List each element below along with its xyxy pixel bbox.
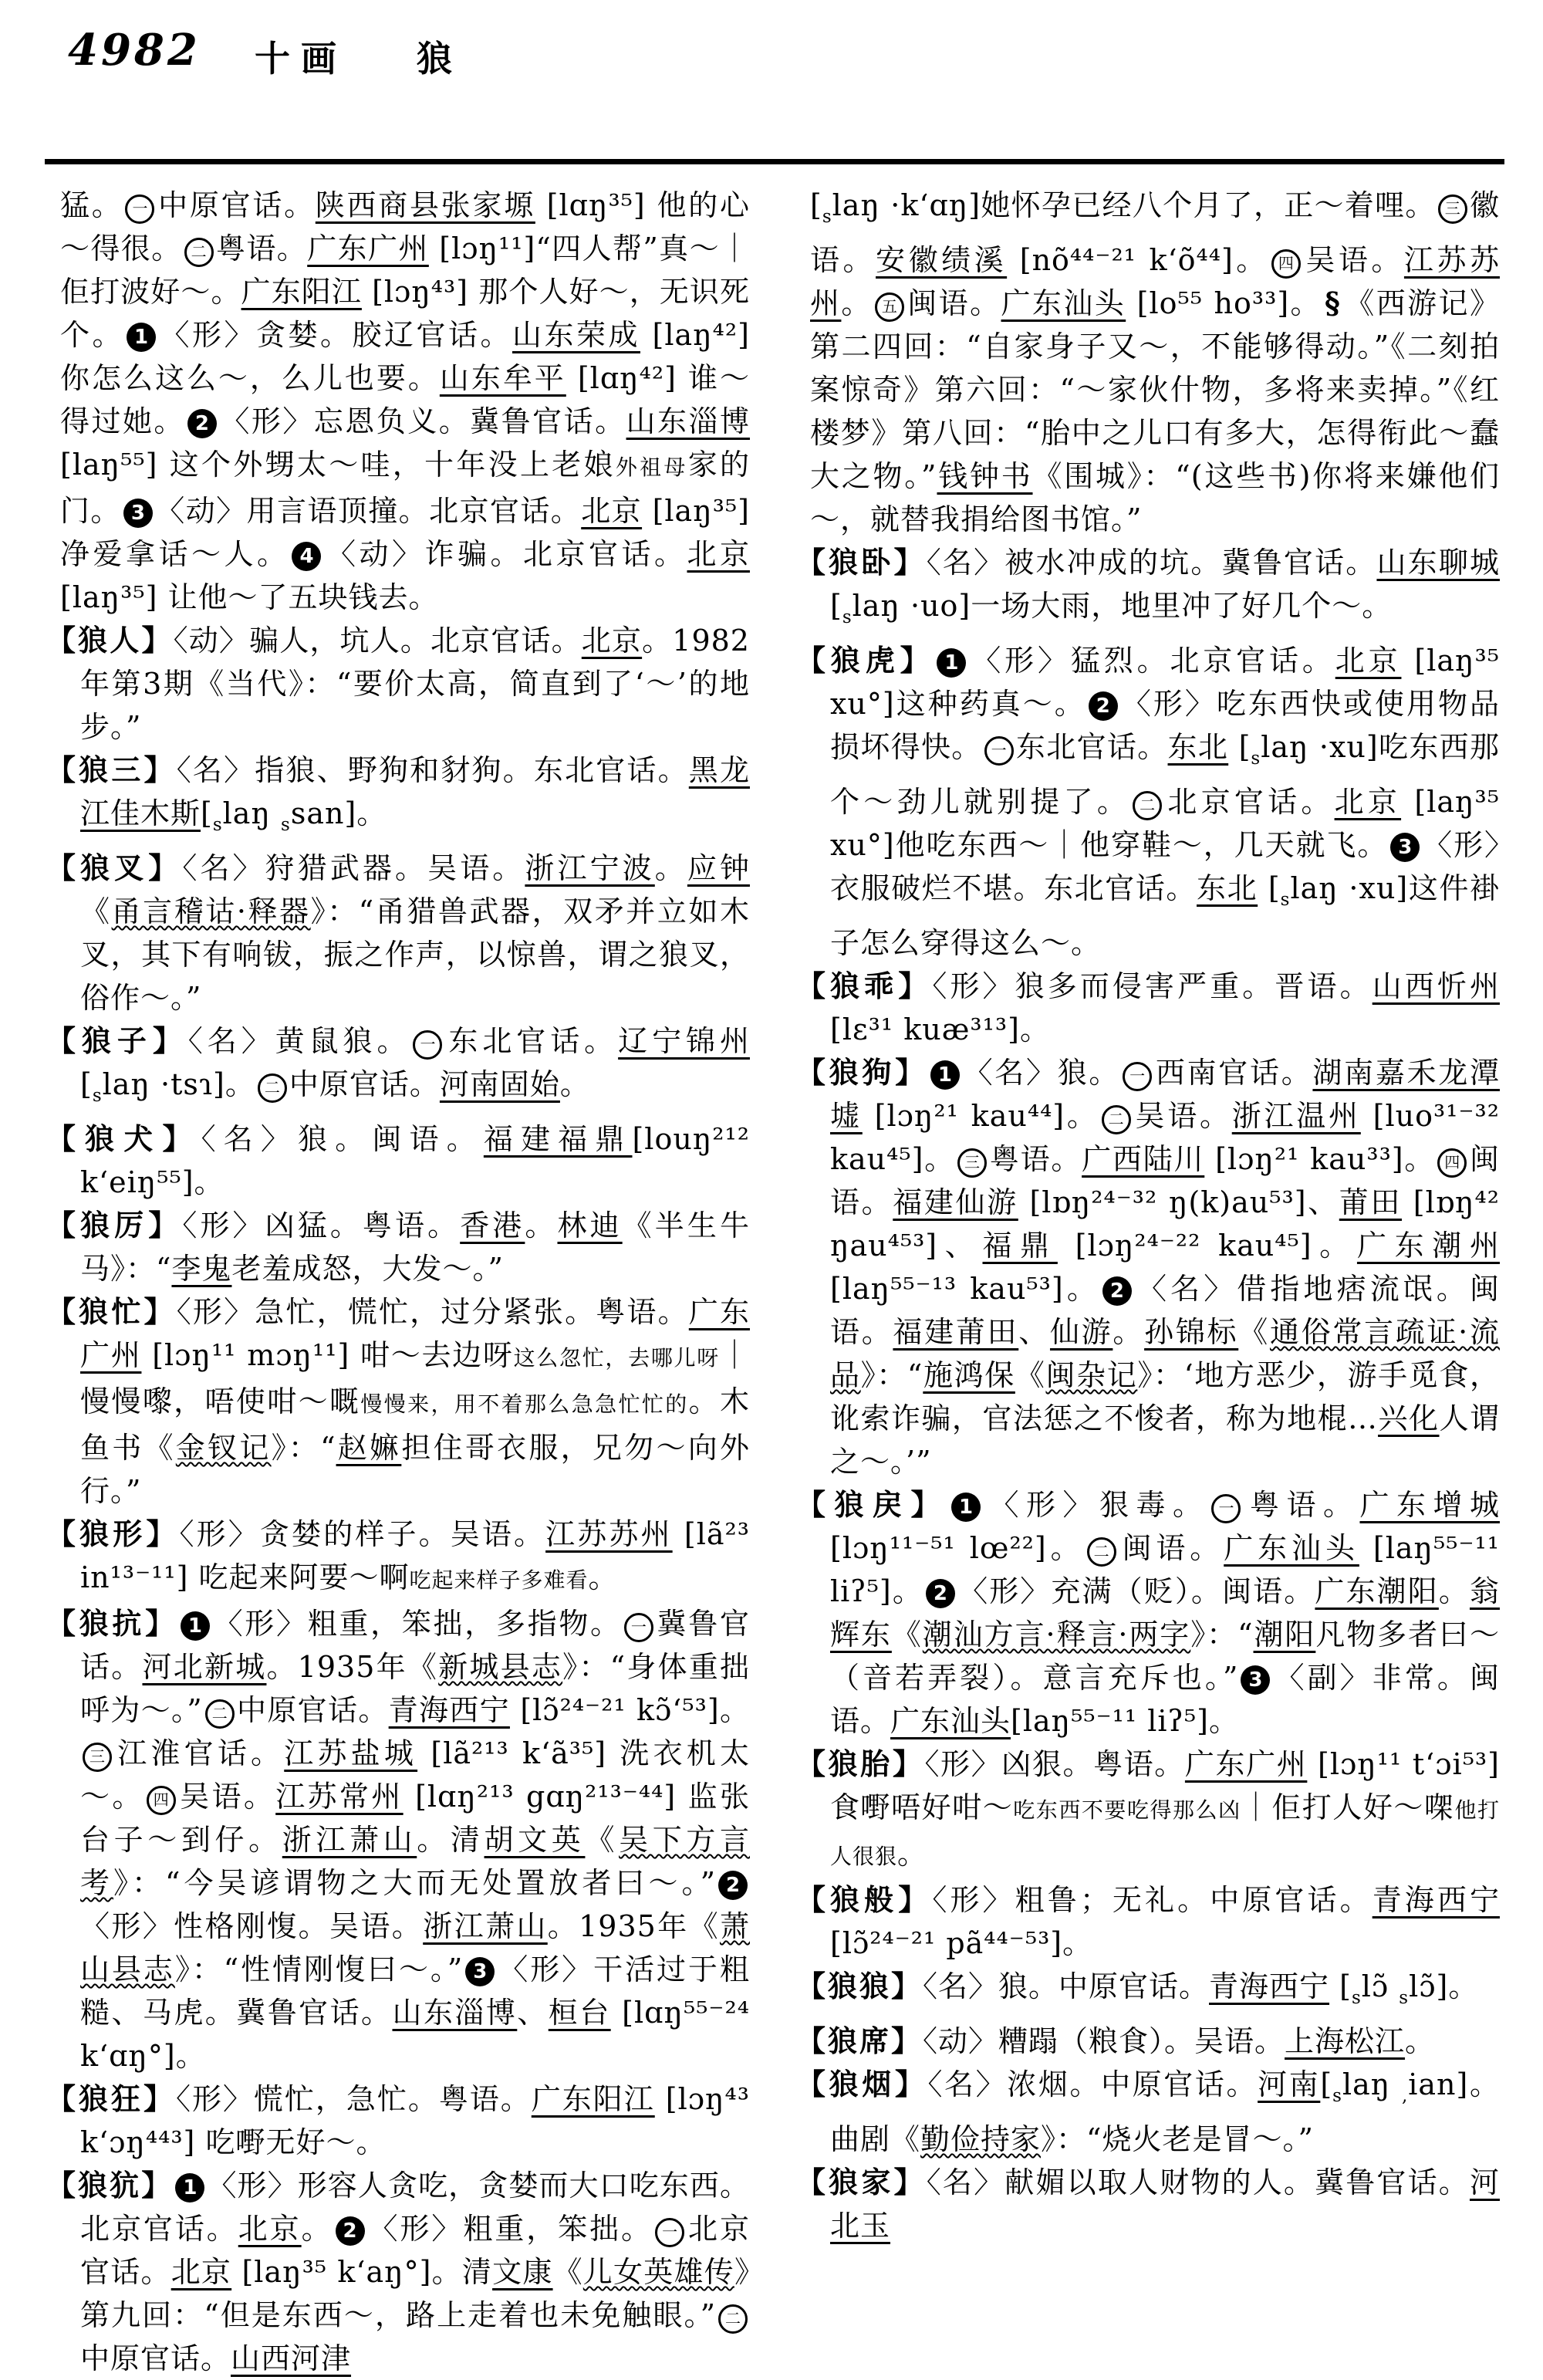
proper-noun: 安徽绩溪 [876,243,1008,277]
proper-noun: 翁辉东 [830,1574,1500,1651]
proper-noun: 兴化 [1378,1401,1440,1435]
proper-noun: 莆田 [1339,1185,1403,1219]
proper-noun: 福鼎 [982,1229,1058,1263]
proper-noun: 江苏盐城 [284,1736,418,1770]
subsense-number: 二 [184,238,214,267]
dictionary-entry: 【狼般】〈形〉粗鲁；无礼。中原官话。青海西宁 [lɔ̃²⁴⁻²¹ pã⁴⁴⁻⁵³]。 [796,1883,1500,1960]
subsense-number: 二 [1102,1105,1131,1134]
dictionary-entry: 【狼狼】〈名〉狼。中原官话。青海西宁 [$_slɔ̃$ $_s$lɔ̃]。 [796,1969,1479,2008]
proper-noun: 东北 [1197,871,1258,905]
proper-noun: 广东增城 [1359,1488,1500,1522]
proper-noun: 上海松江 [1285,2024,1406,2058]
tone-mark: s [92,1086,103,1106]
proper-noun: 山西忻州 [1372,969,1500,1003]
entry-headword: 【狼犬】 [46,1122,201,1156]
citation-mark: § [1324,286,1341,320]
proper-noun: 河南固始 [439,1067,560,1101]
proper-noun: 江苏常州 [275,1780,403,1814]
proper-noun: 青海西宁 [1372,1883,1500,1917]
proper-noun: 陕西商县张家塬 [315,188,535,222]
entry-headword: 【狼三】 [46,753,177,787]
proper-noun: 山东淄博 [392,1996,518,2030]
sense-number: 3 [123,499,153,528]
proper-noun: 浙江温州 [1231,1099,1361,1133]
subsense-number: 五 [875,292,904,322]
subsense-number: 三 [1438,194,1467,224]
dictionary-entry: 【狼三】〈名〉指狼、野狗和豺狗。东北官话。黑龙江佳木斯[$_slaŋ$ $_s$san]。 [46,753,750,835]
dictionary-entry: 【狼乖】〈形〉狼多而侵害严重。晋语。山西忻州 [lɛ³¹ kuæ³¹³]。 [796,969,1500,1046]
proper-noun: 广东汕头 [1224,1531,1359,1565]
entry-headword: 【狼虎】 [796,644,935,678]
proper-noun: 广东阳江 [241,275,362,309]
dictionary-entry: 【狼抗】 1 〈形〉粗重，笨拙，多指物。 一 冀鲁官话。河北新城。1935年《新城县志》：“身体重拙呼为～。” 二 中原官话。青海西宁 [lɔ̃²⁴⁻²¹ kɔ̃ʻ⁵³]。三 江淮官话。江苏盐城 [lã²¹³ kʻã³⁵] 洗衣机太～。 四 吴语。江苏常州 [lɑŋ²¹³ gɑŋ²¹³⁻⁴⁴] 监张台子～到仔。浙江萧山。清胡文英《吴下方言考》：“今吴谚谓物之大而无处置放者曰～。” 2〈形〉性格刚愎。吴语。浙江萧山。1935年《萧山县志》：“性情刚愎曰～。” 3 〈形〉干活过于粗糙、马虎。冀鲁官话。山东淄博、桓台 [lɑŋ⁵⁵⁻²⁴ kʻɑŋ°]。 [46,1607,750,2073]
entry-headword: 【狼胎】 [796,1747,925,1781]
subsense-number: 二 [718,2304,748,2334]
sense-number: 2 [187,409,217,438]
proper-noun: 胡文英 [484,1823,586,1857]
dictionary-entry: 【狼叉】〈名〉狩猎武器。吴语。浙江宁波。应钟《甬言稽诂·释器》：“甬猎兽武器，双矛并立如木叉，其下有响钹，振之作声，以惊兽，谓之狼叉，俗作～。” [46,851,750,1015]
proper-noun: 北京 [1334,785,1402,819]
dictionary-entry: 【狼厉】〈形〉凶猛。粤语。香港。林迪《半生牛马》：“李鬼老羞成怒，大发～。” [46,1209,750,1286]
sense-number: 1 [175,2173,204,2203]
page-number: 4982 [68,25,201,76]
proper-noun: 广东潮州 [1356,1229,1500,1263]
entry-headword: 【狼席】 [796,2024,923,2058]
book-title: 通俗常言疏证·流品 [830,1315,1500,1392]
subsense-number: 四 [1437,1148,1467,1178]
proper-noun: 浙江萧山 [282,1823,417,1857]
gloss-text: 这么忽忙，去哪儿呀 [513,1345,720,1371]
dictionary-entry: 【狼狗】 1 〈名〉狼。 一 西南官话。湖南嘉禾龙潭墟 [lɔŋ²¹ kau⁴⁴]。 二 吴语。浙江温州 [luo³¹⁻³² kau⁴⁵]。 三 粤语。广西陆川 [lɔŋ²¹ kau³³]。 四 闽语。福建仙游 [lɒŋ²⁴⁻³² ŋ(k)au⁵³]、莆田 [lɒŋ⁴² ŋau⁴⁵³]、福鼎 [lɔŋ²⁴⁻²² kau⁴⁵]。广东潮州 [laŋ⁵⁵⁻¹³ kau⁵³]。 2 〈名〉借指地痞流氓。闽语。福建莆田、仙游。孙锦标《通俗常言疏证·流品》：“施鸿保《闽杂记》：‘地方恶少，游手觅食，讹索诈骗，官法惩之不悛者，称为地棍…兴化人谓之～。’” [796,1056,1500,1479]
dictionary-entry: 【狼虎】 1 〈形〉猛烈。北京官话。北京 [laŋ³⁵ xu°]这种药真～。 2 〈形〉吃东西快或使用物品损坏得快。 一 东北官话。东北 $[_slaŋ \cdot xu]$吃东西那个～劲儿就别提了。 二 北京官话。北京 [laŋ³⁵ xu°]他吃东西～｜他穿鞋～，几天就飞。 3 〈形〉衣服破烂不堪。东北官话。东北 $[_slaŋ \cdot xu]$这件褂子怎么穿得这么～。 [796,644,1500,960]
proper-noun: 河北新城 [142,1650,267,1684]
dictionary-entry: 【狼烟】〈名〉浓烟。中原官话。河南[$_slaŋ$ $_,$ian]。曲剧《勤俭持家》：“烧火老是冒～。” [796,2067,1500,2156]
subsense-number: 二 [1087,1537,1116,1567]
subsense-number: 二 [258,1073,287,1103]
proper-noun: 江苏苏州 [545,1517,673,1551]
proper-noun: 北京 [238,2212,302,2246]
proper-noun: 应钟 [687,851,750,885]
entry-headword: 【狼般】 [796,1883,933,1917]
proper-noun: 北京 [581,494,643,528]
proper-noun: 施鸿保 [923,1358,1015,1392]
proper-noun: 广东阳江 [531,2082,655,2116]
head-character: 狼 [417,38,452,79]
tone-mark: s [1251,749,1261,769]
sense-number: 2 [336,2216,365,2246]
proper-noun: 青海西宁 [388,1693,510,1727]
proper-noun: 广东广州 [80,1295,750,1372]
proper-noun: 广东汕头 [890,1704,1011,1738]
dictionary-entry: 【狼戻】 1 〈形〉狠毒。 一 粤语。广东增城 [lɔŋ¹¹⁻⁵¹ lœ²²]。 二 闽语。广东汕头 [laŋ⁵⁵⁻¹¹ liʔ⁵]。 2 〈形〉充满（贬）。闽语。广东潮阳。翁辉东《潮汕方言·释言·两字》：“潮阳凡物多者曰～（音若弄裂）。意言充斥也。” 3 〈副〉非常。闽语。广东汕头[laŋ⁵⁵⁻¹¹ liʔ⁵]。 [796,1488,1500,1738]
proper-noun: 福建福鼎 [483,1122,633,1156]
proper-noun: 桓台 [548,1996,611,2030]
proper-noun: 辽宁锦州 [618,1024,750,1058]
subsense-number: 一 [125,194,154,224]
entry-headword: 【狼忙】 [46,1295,177,1329]
sense-number: 2 [718,1871,748,1900]
dictionary-entry: 【狼人】〈动〉骗人，坑人。北京官话。北京。1982年第3期《当代》：“要价太高，简直到了‘～’的地步。” [46,624,750,744]
dictionary-entry: 【狼忙】〈形〉急忙，慌忙，过分紧张。粤语。广东广州 [lɔŋ¹¹ mɔŋ¹¹] 咁～去边呀这么忽忙，去哪儿呀｜慢慢嚟，唔使咁～嘅慢慢来，用不着那么急急忙忙的。木鱼书《金钗记》：“赵嫲担住哥衣服，兄勿～向外行。” [46,1295,750,1508]
entry-headword: 【狼形】 [46,1517,180,1551]
proper-noun: 潮阳 [1253,1618,1316,1651]
entry-headword: 【狼家】 [796,2165,927,2199]
sense-number: 3 [1390,833,1420,862]
book-title: 吴下方言考 [80,1823,750,1900]
dictionary-entry: 【狼犺】 1 〈形〉形容人贪吃，贪婪而大口吃东西。北京官话。北京。 2 〈形〉粗重，笨拙。 一 北京官话。北京 [laŋ³⁵ kʻaŋ°]。清文康《儿女英雄传》第九回：“但是东西～，路上走着也未免触眼。” 二中原官话。山西河津 [46,2169,750,2375]
sense-number: 1 [181,1611,210,1641]
subsense-number: 一 [984,736,1014,766]
book-title: 甬言稽诂·释器 [111,894,311,928]
tone-mark: s [1351,1988,1362,2008]
tone-mark: s [281,815,291,835]
sense-number: 2 [926,1579,955,1608]
proper-noun: 北京 [687,537,750,571]
proper-noun: 广东潮阳 [1315,1574,1439,1608]
dictionary-entry: 【狼席】〈动〉糟蹋（粮食）。吴语。上海松江。 [796,2024,1436,2058]
entry-headword: 【狼卧】 [796,546,927,580]
entry-headword: 【狼厉】 [46,1209,183,1242]
proper-noun: 山东淄博 [626,404,750,438]
proper-noun: 钱钟书 [937,459,1033,493]
subsense-number: 一 [1211,1494,1241,1523]
tone-mark: s [842,607,853,627]
gloss-text: 吃东西不要吃得那么凶 [1013,1797,1241,1823]
subsense-number: 二 [205,1699,235,1729]
book-title: 潮汕方言·释言·两字 [922,1618,1191,1651]
book-title: 金钗记 [175,1431,272,1465]
proper-noun: 广东广州 [307,232,429,265]
entry-headword: 【狼烟】 [796,2067,928,2101]
dictionary-entry: 【狼卧】〈名〉被水冲成的坑。冀鲁官话。山东聊城 $[_slaŋ \cdot uo]$一场大雨，地里冲了好几个～。 [796,546,1500,627]
entry-headword: 【狼狂】 [46,2082,176,2116]
proper-noun: 香港 [460,1209,525,1242]
subsense-number: 一 [413,1030,442,1060]
sense-number: 1 [951,1493,981,1522]
proper-noun: 仙游 [1049,1315,1113,1349]
proper-noun: 山东牟平 [439,361,566,395]
dictionary-entry: 【狼子】〈名〉黄鼠狼。 一 东北官话。辽宁锦州 [$_slaŋ$ ·tsɿ]。 二 中原官话。河南固始。 [46,1024,750,1106]
continuation-paragraph: [$_slaŋ$ ·kʻɑŋ]她怀孕已经八个月了，正～着哩。 三 徽语。安徽绩溪 [nõ⁴⁴⁻²¹ kʻõ⁴⁴]。 四 吴语。江苏苏州。 五 闽语。广东汕头 [lo⁵⁵ ho³³]。 § 《西游记》第二四回：“自家身子又～，不能够得动。”《二刻拍案惊奇》第六回：“～家伙什物，多将来卖掉。”《红楼梦》第八回：“胎中之儿口有多大，怎得衔此～蠢大之物。”钱钟书《围城》：“(这些书)你将来嫌他们～，就替我捐给图书馆。” [810,188,1500,536]
book-title: 勤俭持家 [920,2122,1042,2156]
entry-headword: 【狼狼】 [796,1969,923,2003]
tone-mark: s [1332,2086,1342,2106]
subsense-number: 三 [957,1148,987,1178]
gloss-text: 慢慢来，用不着那么急急忙忙的 [360,1391,689,1417]
dictionary-entry: 【狼狂】〈形〉慌忙，急忙。粤语。广东阳江 [lɔŋ⁴³ kʻɔŋ⁴⁴³] 吃嘢无好～。 [46,2082,750,2159]
subsense-number: 一 [655,2218,684,2247]
proper-noun: 江苏苏州 [810,243,1500,320]
gloss-text: 他打人很狠 [830,1797,1500,1869]
page-header [0,20,1543,151]
proper-noun: 东北 [1167,730,1229,764]
gloss-text: 吃起来样子多难看 [409,1567,589,1593]
proper-noun: 青海西宁 [1209,1969,1330,2003]
proper-noun: 李鬼 [171,1252,232,1286]
book-title: 萧山县志 [80,1909,750,1986]
tone-mark: s [822,207,832,227]
proper-noun: 山东荣成 [512,318,640,352]
proper-noun: 北京 [1335,644,1402,678]
header-divider [45,159,1504,164]
proper-noun: 福建仙游 [893,1185,1018,1219]
entry-headword: 【狼抗】 [46,1607,178,1641]
proper-noun: 孙锦标 [1144,1315,1239,1349]
proper-noun: 文康 [492,2255,553,2289]
book-title: 闽杂记 [1045,1358,1138,1392]
dictionary-entry: 【狼犬】〈名〉狼。闽语。福建福鼎[louŋ²¹² kʻeiŋ⁵⁵]。 [46,1122,750,1199]
subsense-number: 三 [83,1743,112,1772]
sense-number: 1 [127,323,156,352]
tone-mark: s [1399,1988,1410,2008]
dictionary-entry: 【狼形】〈形〉贪婪的样子。吴语。江苏苏州 [lã²³ in¹³⁻¹¹] 吃起来阿要～啊吃起来样子多难看。 [46,1517,750,1594]
subsense-number: 一 [624,1613,653,1642]
proper-noun: 浙江宁波 [525,851,655,885]
entry-headword: 【狼戻】 [796,1488,949,1522]
proper-noun: 林迪 [557,1209,623,1242]
sense-number: 1 [930,1060,960,1090]
sense-number: 1 [937,648,966,678]
right-column [796,184,1500,2247]
subsense-number: 四 [1271,249,1301,279]
proper-noun: 广东广州 [1184,1747,1308,1781]
tone-mark: , [1401,2086,1409,2106]
entry-headword: 【狼叉】 [46,851,183,885]
proper-noun: 福建莆田 [893,1315,1019,1349]
tone-mark: s [1280,890,1291,910]
entry-headword: 【狼狗】 [796,1056,928,1090]
sense-number: 3 [1241,1665,1270,1695]
book-title: 儿女英雄传 [582,2255,734,2289]
proper-noun: 山西河津 [231,2341,352,2375]
proper-noun: 广西陆川 [1082,1142,1205,1176]
stroke-section-label: 十画 [255,38,347,79]
subsense-number: 四 [147,1786,176,1815]
sense-number: 2 [1089,691,1118,721]
left-column [46,184,750,2380]
proper-noun: 北京 [171,2255,232,2289]
continuation-paragraph: 猛。 一 中原官话。陕西商县张家塬 [lɑŋ³⁵] 他的心～得很。 二 粤语。广东广州 [lɔŋ¹¹]“四人帮”真～｜佢打波好～。广东阳江 [lɔŋ⁴³] 那个人好～，无识死个。 1 〈形〉贪婪。胶辽官话。山东荣成 [laŋ⁴²] 你怎么这么～，么儿也要。山东牟平 [lɑŋ⁴²] 谁～得过她。 2 〈形〉忘恩负义。冀鲁官话。山东淄博 [laŋ⁵⁵] 这个外甥太～哇，十年没上老娘外祖母家的门。 3 〈动〉用言语顶撞。北京官话。北京 [laŋ³⁵]净爱拿话～人。 4 〈动〉诈骗。北京官话。北京[laŋ³⁵] 让他～了五块钱去。 [60,188,750,614]
proper-noun: 河北玉 [830,2165,1500,2243]
entry-headword: 【狼犺】 [46,2169,174,2203]
dictionary-entry: 【狼家】〈名〉献媚以取人财物的人。冀鲁官话。河北玉 [796,2165,1500,2243]
entry-headword: 【狼子】 [46,1024,188,1058]
sense-number: 3 [465,1957,495,1986]
subsense-number: 一 [1123,1062,1152,1091]
tone-mark: s [212,815,223,835]
entry-headword: 【狼乖】 [796,969,933,1003]
proper-noun: 广东汕头 [1001,286,1126,320]
proper-noun: 北京 [581,624,643,658]
book-title: 新城县志 [438,1650,563,1684]
entry-headword: 【狼人】 [46,624,174,658]
subsense-number: 二 [1133,791,1162,820]
gloss-text: 外祖母 [615,455,688,480]
proper-noun: 山东聊城 [1376,546,1500,580]
sense-number: 4 [292,542,321,571]
dictionary-entry: 【狼胎】〈形〉凶狠。粤语。广东广州 [lɔŋ¹¹ tʻɔi⁵³] 食嘢唔好咁～吃东西不要吃得那么凶｜佢打人好～㗎他打人很狠。 [796,1747,1500,1871]
proper-noun: 浙江萧山 [423,1909,548,1943]
proper-noun: 湖南嘉禾龙潭墟 [830,1056,1500,1133]
sense-number: 2 [1102,1276,1132,1306]
proper-noun: 赵嫲 [336,1431,402,1465]
proper-noun: 河南 [1258,2067,1321,2101]
proper-noun: 黑龙江佳木斯 [80,753,750,830]
